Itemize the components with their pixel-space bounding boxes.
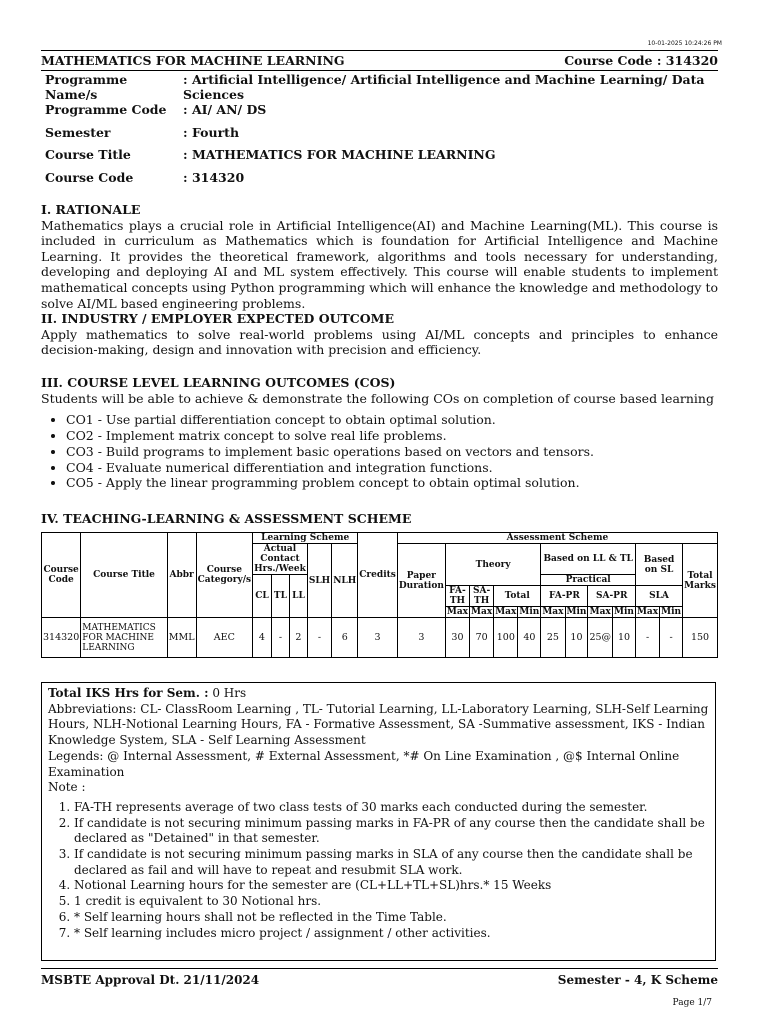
th-course-title: Course Title [81,533,167,618]
cos-heading: III. COURSE LEVEL LEARNING OUTCOMES (COS) [41,375,396,390]
iks-label: Total IKS Hrs for Sem. : [48,686,209,700]
list-item: • CO3 - Build programs to implement basic operations based on vectors and tensors. [66,444,718,460]
th-credits: Credits [358,533,398,618]
th-min: Min [614,607,634,617]
list-item: 6. * Self learning hours shall not be reflected in the Time Table. [74,910,715,926]
table-cell: 150 [683,618,718,658]
th-course-code: Course Code [42,533,81,618]
th-category: Course Category/s [196,533,253,618]
table-cell: - [635,618,659,658]
th-sa-pr: SA-PR [588,586,636,607]
abbreviations-text: Abbreviations: CL- ClassRoom Learning , TL- Tutorial Learning, LL-Laboratory Learning, SLH-Self Learning Hours, NLH-Notional Learning Hours, FA - Formative Assessment, SA -Summative assessment, IKS - Indian Knowledge System, SLA - Self Learning Assessment [48,701,709,748]
th-tl: TL [271,575,289,618]
th-based-sl: Based on SL [635,544,682,586]
table-cell: 25@ [588,618,613,658]
meta-key: Programme Name/s [45,72,128,102]
list-item: 1. FA-TH represents average of two class tests of 30 marks each conducted during the semester. [74,800,715,816]
th-ll: LL [290,575,308,618]
th-theory: Theory [445,544,540,586]
scheme-table [41,532,718,658]
table-cell: 2 [290,618,308,658]
meta-value: : AI/ AN/ DS [183,102,267,117]
page-header [41,50,718,71]
cos-section [41,375,718,491]
rationale-heading: I. RATIONALE [41,202,141,217]
table-cell: 6 [332,618,358,658]
header-title: MATHEMATICS FOR MACHINE LEARNING [41,53,345,68]
table-cell: MML [167,618,196,658]
th-abbr: Abbr [167,533,196,618]
meta-key: Programme Code [45,102,167,117]
th-practical: Practical [541,575,636,586]
th-cl: CL [253,575,272,618]
th-fa-pr: FA-PR [541,586,588,607]
list-item: 7. * Self learning includes micro project / assignment / other activities. [74,926,715,942]
th-sla: SLA [635,586,682,607]
list-item: 5. 1 credit is equivalent to 30 Notional hrs. [74,894,715,910]
meta-key: Semester [45,124,111,140]
list-item: 3. If candidate is not securing minimum passing marks in SLA of any course then the candidate shall be declared as fail and will have to repeat and resubmit SLA work. [74,847,715,878]
th-max: Max [636,607,659,617]
industry-section [41,311,718,358]
th-sa-th: SA-TH [470,586,494,607]
scheme-section [41,511,718,527]
header-course-code: Course Code : 314320 [564,53,718,68]
table-cell: - [271,618,289,658]
list-item: • CO1 - Use partial differentiation concept to obtain optimal solution. [66,412,718,428]
rationale-text: Mathematics plays a crucial role in Artificial Intelligence(AI) and Machine Learning(ML). This course is included in curriculum as Mathematics which is foundation for Artificial Intelligence and Machine Learning. It provides the theoretical framework, algorithms and tools necessary for understanding, developing and deploying AI and ML system effectively. This course will enable students to implement mathematical concepts using Python programming which will enhance the knowledge and methodology to solve AI/ML based engineering problems. [41,217,719,311]
list-item: 4. Notional Learning hours for the semester are (CL+LL+TL+SL)hrs.* 15 Weeks [74,878,715,894]
timestamp: 10-01-2025 10:24:26 PM [647,40,722,47]
th-max: Max [471,607,493,617]
meta-key: Course Title [45,147,131,163]
th-assessment-scheme: Assessment Scheme [397,533,717,544]
industry-heading: II. INDUSTRY / EMPLOYER EXPECTED OUTCOME [41,311,394,326]
scheme-heading: IV. TEACHING-LEARNING & ASSESSMENT SCHEME [41,511,412,526]
table-cell: - [307,618,331,658]
table-row [42,618,718,658]
th-max: Max [589,607,611,617]
meta-value: : Artificial Intelligence/ Artificial Intelligence and Machine Learning/ Data Sciences [183,72,705,102]
th-total: Total [494,586,541,607]
list-item: • CO4 - Evaluate numerical differentiation and integration functions. [66,460,718,476]
cos-list [41,412,718,491]
table-cell: 25 [541,618,565,658]
table-cell: MATHEMATICS FOR MACHINE LEARNING [81,618,167,658]
th-learning-scheme: Learning Scheme [253,533,358,544]
industry-text: Apply mathematics to solve real-world problems using AI/ML concepts and principles to enhance decision-making, design and innovation with precision and efficiency. [41,326,718,358]
list-item: 2. If candidate is not securing minimum passing marks in FA-PR of any course then the candidate shall be declared as "Detained" in that semester. [74,816,715,847]
table-cell: 4 [253,618,272,658]
iks-value: 0 Hrs [208,686,247,700]
table-cell: 314320 [42,618,81,658]
page-footer [41,968,718,987]
meta-key: Course Code [45,169,134,185]
table-cell: AEC [196,618,253,658]
notes-box [41,682,716,961]
th-fa-th: FA-TH [445,586,469,607]
table-cell: 10 [565,618,588,658]
th-max: Max [495,607,517,617]
legends-text: Legends: @ Internal Assessment, # External Assessment, *# On Line Examination , @$ Internal Online Examination [48,748,680,779]
th-max: Max [542,607,564,617]
th-max: Max [446,607,469,617]
course-meta [45,72,768,192]
meta-value: : 314320 [183,169,245,185]
meta-value: : Fourth [183,124,240,140]
table-cell: 40 [518,618,541,658]
footer-semester: Semester - 4, K Scheme [557,973,718,987]
list-item: • CO5 - Apply the linear programming problem concept to obtain optimal solution. [66,475,718,491]
th-nlh: NLH [332,544,358,618]
footer-approval: MSBTE Approval Dt. 21/11/2024 [41,973,260,987]
table-cell: 3 [358,618,398,658]
th-min: Min [661,607,682,617]
th-slh: SLH [307,544,331,618]
note-label: Note : [48,780,86,795]
th-based-ll: Based on LL & TL [541,544,636,575]
th-actual-contact: Actual Contact Hrs./Week [254,544,306,574]
table-cell: - [660,618,683,658]
table-cell: 100 [494,618,518,658]
th-paper-duration: Paper Duration [397,544,445,618]
rationale-section [41,202,718,311]
th-min: Min [519,607,540,617]
list-item: • CO2 - Implement matrix concept to solve real life problems. [66,428,718,444]
table-cell: 3 [397,618,445,658]
table-cell: 10 [613,618,636,658]
table-cell: 30 [445,618,469,658]
page-number: Page 1/7 [672,998,712,1008]
meta-value: : MATHEMATICS FOR MACHINE LEARNING [183,147,496,163]
th-min: Min [566,607,587,617]
notes-list [48,800,715,941]
cos-intro: Students will be able to achieve & demonstrate the following COs on completion of course based learning [41,390,714,406]
th-total-marks: Total Marks [683,544,718,618]
table-cell: 70 [470,618,494,658]
